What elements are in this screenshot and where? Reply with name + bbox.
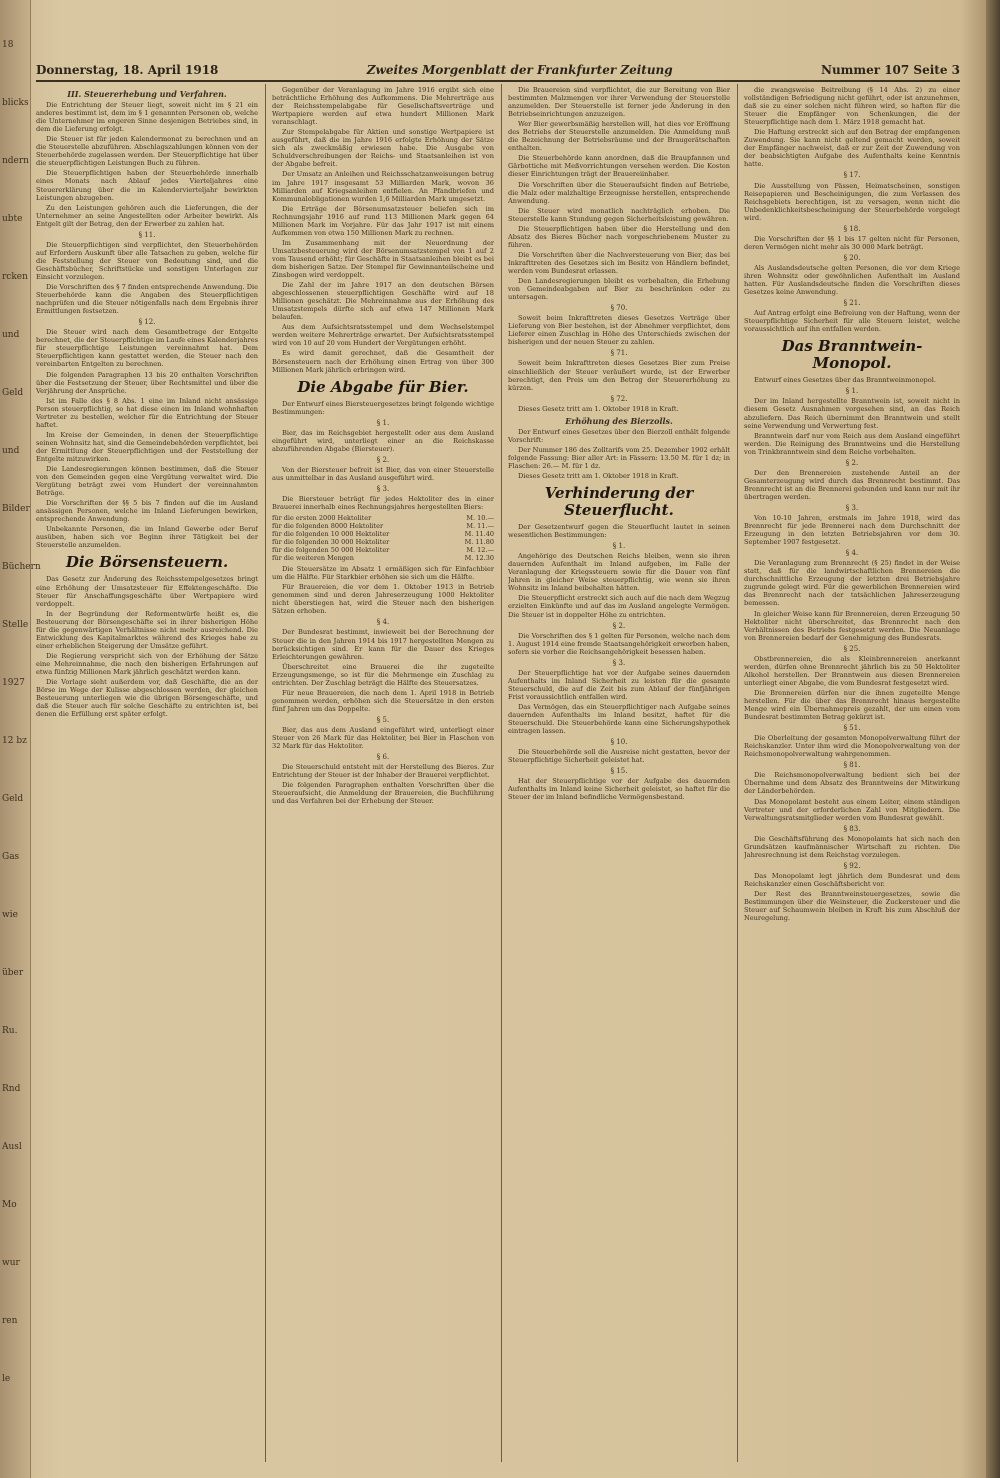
rate-value: M. 11.— [466, 522, 494, 531]
body-paragraph: Zur Stempelabgabe für Aktien und sonstige Wertpapiere ist ausgeführt, daß die im Jahre 1916 erfolgte Erhöhung der Sätze sich als zweckmäßig erwiesen habe. Die Ausgabe von Schuldverschreibungen der Reichs- und Staatsanleihen ist von der Abgabe befreit. [272, 128, 494, 169]
column-rule [265, 84, 266, 1462]
paragraph-number: § 51. [843, 724, 861, 733]
margin-fragment: ndern [2, 156, 29, 166]
body-paragraph: Der Umsatz an Anleihen und Reichsschatzanweisungen betrug im Jahre 1917 insgesamt 53 Milliarden Mark, wovon 36 Milliarden auf Kriegsanleihen entfielen. An Pfandbriefen und Kommunalobligationen wurden 1,6 Milliarden Mark umgesetzt. [272, 170, 494, 203]
body-paragraph: Das Monopolamt besteht aus einem Leiter, einem ständigen Vertreter und der erforderlichen Zahl von Mitgliedern. Die Verwaltungsratsmitglieder werden vom Bundesrat gewählt. [744, 797, 960, 822]
body-paragraph: Der Steuerpflichtige hat vor der Aufgabe seines dauernden Aufenthalts im Inland Sicherheit zu leisten für die gesamte Steuerschuld, die auf die Zeit bis zum Ablauf der fünfjährigen Frist voraussichtlich entfallen wird. [508, 668, 730, 701]
rate-value: M. 11.40 [464, 530, 494, 539]
paragraph-number: § 83. [843, 824, 861, 833]
body-paragraph: Die Ausstellung von Pässen, Heimatscheinen, sonstigen Reisepapieren und Bescheinigungen, die zum Verlassen des Reichsgebiets berechtigen, ist zu versagen, wenn nicht die Unbedenklichkeitsbescheinigung der Steuerbehörde vorgelegt wird. [744, 181, 960, 222]
paragraph-number: § 5. [376, 715, 390, 724]
body-paragraph: Den Landesregierungen bleibt es vorbehalten, die Erhebung von Gemeindeabgaben auf Bier zu beschränken oder zu untersagen. [508, 277, 730, 302]
body-paragraph: Der den Brennereien zustehende Anteil an der Gesamterzeugung wird durch das Brennrecht bestimmt. Das Brennrecht ist an die Brennerei gebunden und kann nur mit ihr übertragen werden. [744, 468, 960, 501]
body-paragraph: Bier, das im Reichsgebiet hergestellt oder aus dem Ausland eingeführt wird, unterliegt einer an die Reichskasse abzuführenden Abgabe (Biersteuer). [272, 428, 494, 453]
column-rule [501, 84, 502, 1462]
newspaper-masthead: Zweites Morgenblatt der Frankfurter Zeitung [366, 63, 673, 77]
margin-fragment: Geld [2, 794, 24, 804]
article-heading: Das Branntwein-Monopol. [781, 337, 923, 373]
body-paragraph: Dieses Gesetz tritt am 1. Oktober 1918 in Kraft. [518, 472, 679, 481]
body-paragraph: Die Entrichtung der Steuer liegt, soweit nicht im § 21 ein anderes bestimmt ist, dem im § 1 genannten Personen ob, welche die Unternehmer im engeren Sinne desjenigen Betriebes sind, in dem die Lieferung erfolgt. [36, 101, 258, 134]
paragraph-number: § 81. [843, 761, 861, 770]
paragraph-number: § 4. [376, 618, 390, 627]
rate-label: für die folgenden 30 000 Hektoliter [272, 538, 390, 547]
body-paragraph: Die Erträge der Börsenumsatzsteuer beliefen sich im Rechnungsjahr 1916 auf rund 113 Millionen Mark gegen 64 Millionen Mark im Vorjahre. Für das Jahr 1917 ist mit einem Aufkommen von etwa 150 Millionen Mark zu rechnen. [272, 204, 494, 237]
body-paragraph: Die Haftung erstreckt sich auf den Betrag der empfangenen Zuwendung. Sie kann nicht geltend gemacht werden, soweit der Empfänger nachweist, daß er zur Zeit der Zuwendung von der beabsichtigten Aufgabe des Aufenthalts keine Kenntnis hatte. [744, 128, 960, 169]
body-paragraph: In der Begründung der Reformentwürfe heißt es, die Besteuerung der Börsengeschäfte sei in ihrer bisherigen Höhe für die gegenwärtigen Verhältnisse nicht mehr ausreichend. Die Entwicklung des Kapitalmarktes während des Krieges habe zu einer erheblichen Steigerung der Umsätze geführt. [36, 609, 258, 650]
body-paragraph: Die Regierung verspricht sich von der Erhöhung der Sätze eine Mehreinnahme, die nach den bisherigen Erfahrungen auf etwa fünfzig Millionen Mark jährlich geschätzt werden kann. [36, 651, 258, 676]
column-2 [272, 86, 494, 1462]
body-paragraph: Unbekannte Personen, die im Inland Gewerbe oder Beruf ausüben, haben sich vor Beginn ihrer Tätigkeit bei der Steuerstelle anzumelden. [36, 525, 258, 550]
article-heading: Die Abgabe für Bier. [297, 377, 469, 396]
table-row [272, 546, 494, 554]
body-paragraph: Branntwein darf nur vom Reich aus dem Ausland eingeführt werden. Die Reinigung des Branntweins und die Herstellung von Trinkbranntwein sind dem Reiche vorbehalten. [744, 431, 960, 456]
body-paragraph: Die Oberleitung der gesamten Monopolverwaltung führt der Reichskanzler. Unter ihm wird die Monopolverwaltung von der Reichsmonopolverwaltung wahrgenommen. [744, 734, 960, 759]
body-paragraph: Die Steuerschuld entsteht mit der Herstellung des Bieres. Zur Entrichtung der Steuer ist der Inhaber der Brauerei verpflichtet. [272, 763, 494, 780]
margin-fragment: le [2, 1374, 11, 1384]
sub-heading: Erhöhung des Bierzolls. [565, 415, 673, 426]
body-paragraph: Für Brauereien, die vor dem 1. Oktober 1913 in Betrieb genommen sind und deren Jahreserzeugung 1000 Hektoliter nicht überstiegen hat, wird die Steuer nach den bisherigen Sätzen erhoben. [272, 583, 494, 616]
body-paragraph: Die Vorschriften der §§ 1 bis 17 gelten nicht für Personen, deren Vermögen nicht mehr als 30 000 Mark beträgt. [744, 234, 960, 251]
margin-fragment: ubte [2, 214, 23, 224]
page-binding-edge [986, 0, 1000, 1478]
body-paragraph: Im Kreise der Gemeinden, in denen der Steuerpflichtige seinen Wohnsitz hat, sind die Gemeindebehörden verpflichtet, bei der Ermittlung der Steuerpflichtigen und der Feststellung der Entgelte mitzuwirken. [36, 430, 258, 463]
margin-fragment: Gas [2, 852, 20, 862]
paragraph-number: § 3. [376, 485, 390, 494]
paragraph-number: § 71. [610, 349, 628, 358]
paragraph-number: § 72. [610, 394, 628, 403]
rate-value: M. 10.— [466, 514, 494, 523]
margin-fragment: wur [2, 1258, 20, 1268]
table-row [272, 522, 494, 530]
paragraph-number: § 10. [610, 738, 628, 747]
body-paragraph: Die Steuersätze im Absatz 1 ermäßigen sich für Einfachbier um die Hälfte. Für Starkbier erhöhen sie sich um die Hälfte. [272, 565, 494, 582]
body-paragraph: Ist im Falle des § 8 Abs. 1 eine im Inland nicht ansässige Person steuerpflichtig, so hat diese einen im Inland wohnhaften Vertreter zu bestellen, welcher für die Entrichtung der Steuer haftet. [36, 396, 258, 429]
rate-label: für die folgenden 10 000 Hektoliter [272, 530, 390, 539]
body-paragraph: Bier, das aus dem Ausland eingeführt wird, unterliegt einer Steuer von 26 Mark für das Hektoliter, bei Bier in Flaschen von 32 Mark für das Hektoliter. [272, 726, 494, 751]
margin-fragment: 18 [2, 40, 14, 50]
paragraph-number: § 18. [843, 224, 861, 233]
paragraph-number: § 3. [612, 658, 626, 667]
body-paragraph: Das Vermögen, das ein Steuerpflichtiger nach Aufgabe seines dauernden Aufenthalts im Inland besitzt, haftet für die Steuerschuld. Die Steuerbehörde kann eine Sicherungshypothek eintragen lassen. [508, 703, 730, 736]
paragraph-number: § 4. [845, 549, 859, 558]
body-paragraph: Von der Biersteuer befreit ist Bier, das von einer Steuerstelle aus unmittelbar in das Ausland ausgeführt wird. [272, 465, 494, 482]
paragraph-number: § 70. [610, 304, 628, 313]
paragraph-number: § 92. [843, 861, 861, 870]
body-paragraph: Aus dem Aufsichtsratsstempel und dem Wechselstempel werden weitere Mehrerträge erwartet. Der Aufsichtsratsstempel wird von 10 auf 20 vom Hundert der Vergütungen erhöht. [272, 323, 494, 348]
margin-fragment: blicks [2, 98, 29, 108]
page-header [36, 60, 960, 82]
body-paragraph: Die folgenden Paragraphen enthalten Vorschriften über die Steueraufsicht, die Anmeldung der Brauereien, die Buchführung und das Verfahren bei der Erhebung der Steuer. [272, 781, 494, 806]
body-paragraph: Die Vorschriften über die Nachversteuerung von Bier, das bei Inkrafttreten des Gesetzes sich im Besitz von Händlern befindet, werden vom Bundesrat erlassen. [508, 250, 730, 275]
sub-heading: III. Steuererhebung und Verfahren. [67, 89, 227, 99]
margin-fragment: Büchern [2, 562, 41, 572]
body-paragraph: Die Vorschriften über die Steueraufsicht finden auf Betriebe, die Malz oder malzhaltige Erzeugnisse herstellen, entsprechende Anwendung. [508, 180, 730, 205]
margin-fragment: 1927 [2, 678, 25, 688]
paragraph-number: § 25. [843, 644, 861, 653]
body-paragraph: Soweit beim Inkrafttreten dieses Gesetzes Bier zum Preise einschließlich der Steuer veräußert wurde, ist der Erwerber berechtigt, den Preis um den Betrag der Steuererhöhung zu kürzen. [508, 359, 730, 392]
body-paragraph: Die Zahl der im Jahre 1917 an den deutschen Börsen abgeschlossenen steuerpflichtigen Geschäfte wird auf 18 Millionen geschätzt. Die Mehreinnahme aus der Erhöhung des Umsatzstempels dürfte sich auf etwa 147 Millionen Mark belaufen. [272, 281, 494, 322]
body-paragraph: Die Steuerbehörde kann anordnen, daß die Braupfannen und Gärbottiche mit Meßvorrichtungen versehen werden. Die Kosten dieser Einrichtungen trägt der Brauereiinhaber. [508, 154, 730, 179]
margin-fragment: Ausl [2, 1142, 22, 1152]
rate-label: für die folgenden 8000 Hektoliter [272, 522, 384, 531]
margin-fragment: Ru. [2, 1026, 18, 1036]
body-paragraph: Die Brennereien dürfen nur die ihnen zugeteilte Menge herstellen. Für die über das Brennrecht hinaus hergestellte Menge wird ein Übernahmepreis gezahlt, der um einen vom Bundesrat bestimmten Betrag gekürzt ist. [744, 688, 960, 722]
intro-text: Entwurf eines Gesetzes über das Branntweinmonopol. [754, 376, 936, 385]
article-heading: Die Börsensteuern. [65, 553, 229, 572]
rate-label: für die folgenden 50 000 Hektoliter [272, 546, 390, 555]
body-paragraph: Gegenüber der Veranlagung im Jahre 1916 ergibt sich eine beträchtliche Erhöhung des Aufkommens. Die Mehrerträge aus der Reichsstempelabgabe für Gesellschaftsverträge und Wertpapiere werden auf etwa hundert Millionen Mark veranschlagt. [272, 86, 494, 127]
body-paragraph: Obstbrennereien, die als Kleinbrennereien anerkannt werden, dürfen ohne Brennrecht jährlich bis zu 50 Hektoliter Alkohol herstellen. Der Branntwein aus diesen Brennereien unterliegt einer Abgabe, die vom Bundesrat festgesetzt wird. [744, 654, 960, 687]
margin-fragment: wie [2, 910, 18, 920]
body-paragraph: Die Vorschriften des § 1 gelten für Personen, welche nach dem 1. August 1914 eine fremde Staatsangehörigkeit erworben haben, sofern sie vorher die Reichsangehörigkeit besessen haben. [508, 631, 730, 656]
body-paragraph: Die Steuerbehörde soll die Ausreise nicht gestatten, bevor der Steuerpflichtige Sicherheit geleistet hat. [508, 748, 730, 765]
body-paragraph: Angehörige des Deutschen Reichs bleiben, wenn sie ihren dauernden Aufenthalt im Inland aufgeben, im Falle der Veranlagung der Kriegssteuern sowie für die Dauer von fünf Jahren in gleicher Weise steuerpflichtig, wie wenn sie ihren Wohnsitz im Inland beibehalten hätten. [508, 552, 730, 593]
body-paragraph: Das Monopolamt legt jährlich dem Bundesrat und dem Reichskanzler einen Geschäftsbericht vor. [744, 871, 960, 888]
paragraph-number: § 1. [612, 542, 626, 551]
margin-fragment: und [2, 446, 20, 456]
paragraph-number: § 21. [843, 299, 861, 308]
body-paragraph: Die Steuer wird nach dem Gesamtbetrage der Entgelte berechnet, die der Steuerpflichtige im Laufe eines Kalenderjahres für steuerpflichtige Leistungen vereinnahmt hat. Dem Steuerpflichtigen kann gestattet werden, die Steuer nach den vereinbarten Entgelten zu berechnen. [36, 328, 258, 369]
body-paragraph: Die Steuer wird monatlich nachträglich erhoben. Die Steuerstelle kann Stundung gegen Sicherheitsleistung gewähren. [508, 206, 730, 223]
table-row [272, 530, 494, 538]
body-paragraph: Die Vorlage sieht außerdem vor, daß Geschäfte, die an der Börse im Wege der Kulisse abgeschlossen werden, der gleichen Besteuerung unterliegen wie die übrigen Börsengeschäfte, und daß die Steuer auch für solche Geschäfte zu entrichten ist, bei denen die Erfüllung erst später erfolgt. [36, 678, 258, 719]
body-paragraph: Der Nummer 186 des Zolltarifs vom 25. Dezember 1902 erhält folgende Fassung: Bier aller Art: in Fässern: 13.50 M. für 1 dz; in Flaschen: 26.— M. für 1 dz. [508, 445, 730, 470]
body-paragraph: Die Reichsmonopolverwaltung bedient sich bei der Übernahme und dem Absatz des Branntweins der Mitwirkung der Länderbehörden. [744, 771, 960, 796]
margin-fragment: ren [2, 1316, 18, 1326]
body-paragraph: Die Steuerpflichtigen haben der Steuerbehörde innerhalb eines Monats nach Ablauf jedes Vierteljahres eine Steuererklärung über die im Kalendervierteljahr bewirkten Leistungen abzugeben. [36, 169, 258, 202]
table-row [272, 514, 494, 522]
previous-page-margin [0, 0, 41, 1478]
issue-date: Donnerstag, 18. April 1918 [36, 63, 219, 77]
paragraph-number: § 2. [845, 458, 859, 467]
body-paragraph: Wer Bier gewerbsmäßig herstellen will, hat dies vor Eröffnung des Betriebs der Steuerstelle anzumelden. Die Anmeldung muß die Bezeichnung der Betriebsräume und der Braugerätschaften enthalten. [508, 120, 730, 153]
body-paragraph: In gleicher Weise kann für Brennereien, deren Erzeugung 50 Hektoliter nicht überschreitet, das Brennrecht nach den Verhältnissen des Betriebs festgesetzt werden. Die Neuanlage von Brennereien bedarf der Genehmigung des Bundesrats. [744, 609, 960, 642]
intro-text: Der Gesetzentwurf gegen die Steuerflucht lautet in seinen wesentlichen Bestimmungen: [508, 523, 730, 540]
body-paragraph: Die Steuerpflicht erstreckt sich auch auf die nach dem Wegzug erzielten Einkünfte und auf das im Ausland angelegte Vermögen. Die Steuer ist in doppelter Höhe zu entrichten. [508, 594, 730, 619]
paragraph-number: § 6. [376, 753, 390, 762]
body-paragraph: Die Steuerpflichtigen sind verpflichtet, den Steuerbehörden auf Erfordern Auskunft über alle Tatsachen zu geben, welche für die Feststellung der Steuer von Bedeutung sind, und die Geschäftsbücher, Schriftstücke und sonstigen Unterlagen zur Einsicht vorzulegen. [36, 240, 258, 281]
body-paragraph: Die Veranlagung zum Brennrecht (§ 25) findet in der Weise statt, daß für die landwirtschaftlichen Brennereien die durchschnittliche Erzeugung der letzten drei Betriebsjahre zugrunde gelegt wird. Für die gewerblichen Brennereien wird das Brennrecht nach der tatsächlichen Jahreserzeugung bemessen. [744, 559, 960, 608]
article-heading: Verhinderung der Steuerflucht. [544, 484, 694, 520]
body-paragraph: Als Auslandsdeutsche gelten Personen, die vor dem Kriege ihren Wohnsitz oder gewöhnlichen Aufenthalt im Ausland hatten. Für Auslandsdeutsche finden die Vorschriften dieses Gesetzes keine Anwendung. [744, 263, 960, 297]
body-paragraph: Die Brauereien sind verpflichtet, die zur Bereitung von Bier bestimmten Malzmengen vor ihrer Verwendung der Steuerstelle anzumelden. Der Steuerstelle ist ferner jede Änderung in den Betriebseinrichtungen anzuzeigen. [508, 86, 730, 119]
margin-fragment: Geld [2, 388, 24, 398]
paragraph-number: § 15. [610, 767, 628, 776]
body-paragraph: Soweit beim Inkrafttreten dieses Gesetzes Verträge über Lieferung von Bier bestehen, ist der Abnehmer verpflichtet, dem Lieferer einen Zuschlag in Höhe des Unterschieds zwischen der bisherigen und der neuen Steuer zu zahlen. [508, 314, 730, 347]
body-paragraph: die zwangsweise Beitreibung (§ 14 Abs. 2) zu einer vollständigen Befriedigung nicht geführt, oder ist anzunehmen, daß sie zu einer solchen nicht führen wird, so haften für die Steuer die Empfänger von Schenkungen, die der Steuerpflichtige nach dem 1. März 1918 gemacht hat. [744, 86, 960, 127]
column-rule [737, 84, 738, 1462]
margin-fragment: Mo [2, 1200, 17, 1210]
paragraph-number: § 3. [845, 503, 859, 512]
paragraph-number: § 12. [138, 318, 156, 327]
rate-label: für die ersten 2000 Hektoliter [272, 514, 372, 523]
margin-fragment: Stelle [2, 620, 29, 630]
body-paragraph: Der Bundesrat bestimmt, inwieweit bei der Berechnung der Steuer die in den Jahren 1914 bis 1917 hergestellten Mengen zu berücksichtigen sind. Er kann für die Dauer des Krieges Erleichterungen gewähren. [272, 628, 494, 661]
body-paragraph: Die Steuer ist für jeden Kalendermonat zu berechnen und an die Steuerstelle abzuführen. Abschlagszahlungen können von der Steuerbehörde zugelassen werden. Der Steuerpflichtige hat über die steuerpflichtigen Leistungen Buch zu führen. [36, 135, 258, 168]
paragraph-number: § 2. [612, 621, 626, 630]
body-paragraph: Die Geschäftsführung des Monopolamts hat sich nach den Grundsätzen kaufmännischer Wirtschaft zu richten. Die Jahresrechnung ist dem Reichstag vorzulegen. [744, 834, 960, 859]
margin-fragment: über [2, 968, 24, 978]
paragraph-number: § 20. [843, 253, 861, 262]
issue-number: Nummer 107 Seite 3 [820, 63, 960, 77]
margin-fragment: 12 bz [2, 736, 27, 746]
body-paragraph: Der Entwurf eines Gesetzes über den Bierzoll enthält folgende Vorschrift: [508, 427, 730, 444]
body-paragraph: Überschreitet eine Brauerei die ihr zugeteilte Erzeugungsmenge, so ist für die Mehrmenge ein Zuschlag zu entrichten. Der Zuschlag beträgt die Hälfte des Steuersatzes. [272, 662, 494, 687]
margin-fragment: rcken [2, 272, 28, 282]
margin-fragment: und [2, 330, 20, 340]
column-4 [744, 86, 960, 1462]
body-paragraph: Für neue Brauereien, die nach dem 1. April 1918 in Betrieb genommen werden, erhöhen sich die Steuersätze in den ersten fünf Jahren um das Doppelte. [272, 688, 494, 713]
body-paragraph: Die Steuerpflichtigen haben über die Herstellung und den Absatz des Bieres Bücher nach vorgeschriebenem Muster zu führen. [508, 224, 730, 249]
body-paragraph: Dieses Gesetz tritt am 1. Oktober 1918 in Kraft. [518, 404, 679, 413]
column-3 [508, 86, 730, 1462]
body-paragraph: Der im Inland hergestellte Branntwein ist, soweit nicht in diesem Gesetz Ausnahmen vorgesehen sind, an das Reich abzuliefern. Das Reich übernimmt den Branntwein und stellt seine Verwendung und Verwertung fest. [744, 397, 960, 430]
intro-text: Der Entwurf eines Biersteuergesetzes bringt folgende wichtige Bestimmungen: [272, 399, 494, 416]
body-paragraph: Die Vorschriften des § 7 finden entsprechende Anwendung. Die Steuerbehörde kann die Angaben des Steuerpflichtigen nachprüfen und die Steuer nötigenfalls nach dem Ergebnis ihrer Ermittlungen festsetzen. [36, 283, 258, 316]
rate-value: M. 12.30 [464, 554, 494, 563]
rate-table [272, 514, 494, 562]
body-paragraph: Die folgenden Paragraphen 13 bis 20 enthalten Vorschriften über die Festsetzung der Steuer, über Rechtsmittel und über die Verjährung der Ansprüche. [36, 370, 258, 395]
paragraph-number: § 1. [845, 387, 859, 396]
table-row [272, 538, 494, 546]
paragraph-number: § 11. [138, 230, 156, 239]
body-paragraph: Die Landesregierungen können bestimmen, daß die Steuer von den Gemeinden gegen eine Vergütung verwaltet wird. Die Vergütung beträgt zwei vom Hundert der vereinnahmten Beträge. [36, 465, 258, 498]
column-1 [36, 86, 258, 1462]
body-paragraph: Auf Antrag erfolgt eine Befreiung von der Haftung, wenn der Steuerpflichtige Sicherheit für alle Steuern leistet, welche voraussichtlich auf ihn entfallen werden. [744, 309, 960, 334]
rate-value: M. 12.— [466, 546, 494, 555]
rate-label: für die weiteren Mengen [272, 554, 354, 563]
body-paragraph: Die Vorschriften der §§ 5 bis 7 finden auf die im Ausland ansässigen Personen, welche im Inland Lieferungen bewirken, entsprechende Anwendung. [36, 499, 258, 524]
body-paragraph: Das Gesetz zur Änderung des Reichsstempelgesetzes bringt eine Erhöhung der Umsatzsteuer für Effektengeschäfte. Die Steuer für Anschaffungsgeschäfte über Wertpapiere wird verdoppelt. [36, 575, 258, 608]
body-paragraph: Im Zusammenhang mit der Neuordnung der Umsatzbesteuerung wird der Börsenumsatzstempel von 1 auf 2 vom Tausend erhöht; für Geschäfte in Staatsanleihen bleibt es bei dem bisherigen Satze. Der Stempel für Gewinnanteilscheine und Zinsbogen wird verdoppelt. [272, 238, 494, 280]
paragraph-number: § 17. [843, 171, 861, 180]
rate-value: M. 11.80 [464, 538, 494, 547]
body-paragraph: Es wird damit gerechnet, daß die Gesamtheit der Börsensteuern nach der Erhöhung einen Ertrag von über 300 Millionen Mark jährlich erbringen wird. [272, 349, 494, 374]
paragraph-number: § 2. [376, 455, 390, 464]
body-paragraph: Von 10-10 Jahren, erstmals im Jahre 1918, wird das Brennrecht für jede Brennerei nach dem Durchschnitt der Erzeugung in den letzten Betriebsjahren vor dem 30. September 1907 festgesetzt. [744, 514, 960, 547]
table-row [272, 554, 494, 562]
paragraph-number: § 1. [376, 418, 390, 427]
margin-fragment: Bilder [2, 504, 30, 514]
body-paragraph: Der Rest des Branntweinsteuergesetzes, sowie die Bestimmungen über die Weinsteuer, die Zuckersteuer und die Steuer auf Schaumwein bleiben in Kraft bis zum Abschluß der Neuregelung. [744, 889, 960, 923]
body-paragraph: Zu den Leistungen gehören auch die Lieferungen, die der Unternehmer an seine Angestellten oder Arbeiter bewirkt. Als Entgelt gilt der Betrag, den der Erwerber zu zahlen hat. [36, 203, 258, 228]
margin-fragment: Rnd [2, 1084, 21, 1094]
body-paragraph: Hat der Steuerpflichtige vor der Aufgabe des dauernden Aufenthalts im Inland keine Sicherheit geleistet, so haftet für die Steuer der im Inland befindliche Vermögensbestand. [508, 777, 730, 802]
intro-text: Die Biersteuer beträgt für jedes Hektoliter des in einer Brauerei innerhalb eines Rechnungsjahres hergestellten Biers: [272, 495, 494, 512]
